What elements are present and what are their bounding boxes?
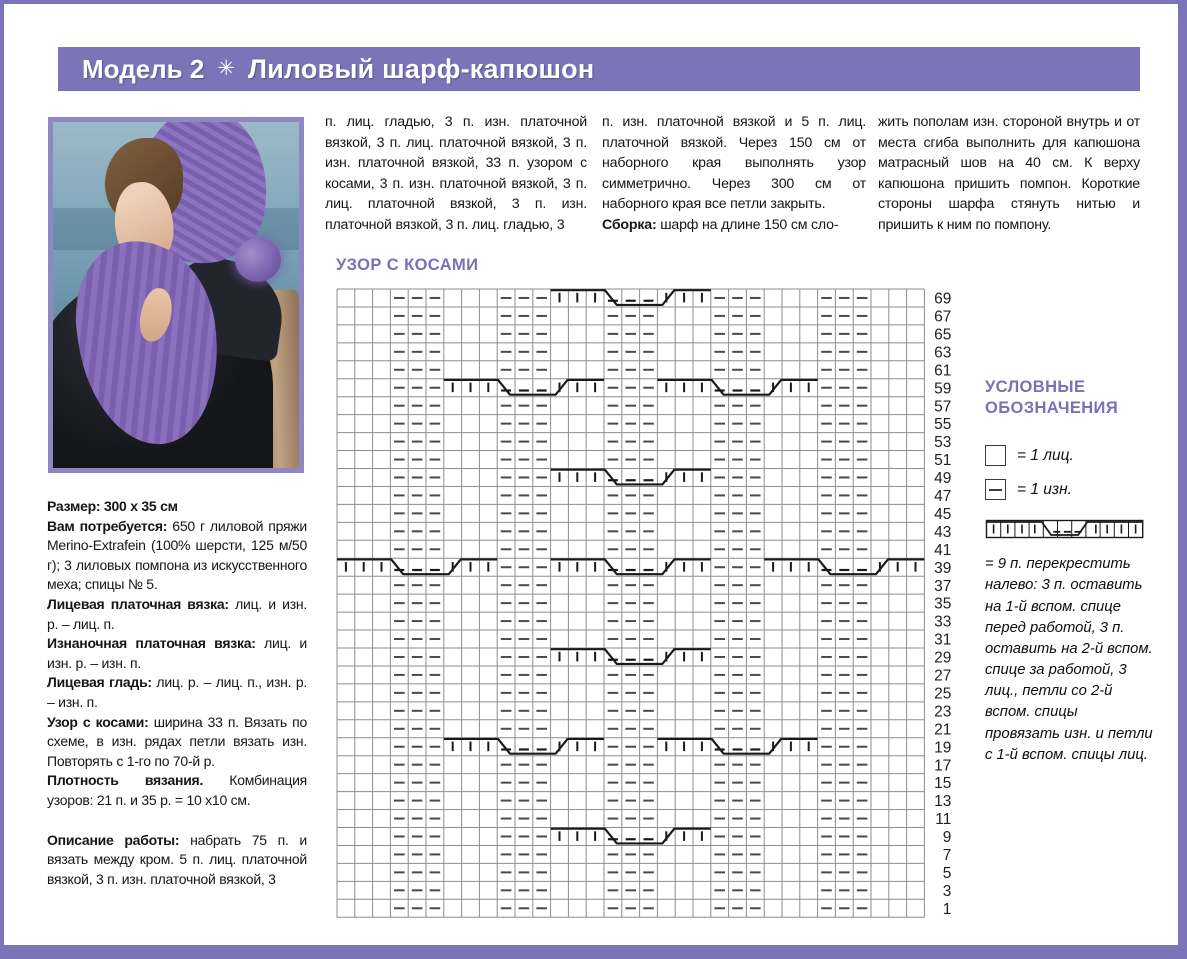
instructions-column-4 [878, 112, 1140, 236]
row-number: 17 [934, 757, 952, 775]
paragraph-text: ширина 33 п. Вязать по схеме, в изн. рядах петли вязать изн. Повторять с 1-го по 70-й р. [47, 713, 307, 769]
legend-item-knit [985, 445, 1155, 466]
page-frame-right [1178, 0, 1187, 959]
row-number: 47 [934, 488, 952, 506]
legend [985, 377, 1155, 766]
row-number: 11 [935, 811, 952, 829]
row-number: 35 [934, 595, 952, 613]
pompom-shape [235, 238, 281, 282]
legend-title-line1: УСЛОВНЫЕ [985, 378, 1086, 396]
paragraph-text: лиц. и изн. р. – изн. п. [47, 635, 308, 671]
legend-cable-note: = 9 п. перекрестить налево: 3 п. оставить на 1-й вспом. спице перед работой, 3 п. оставить на 2-й вспом. спице за работой, 3 лиц., петли со 2-й вспом. спицы провязать изн. и петли с 1-й вспом. спицы лиц. [985, 556, 1153, 763]
chart-title: УЗОР С КОСАМИ [336, 256, 479, 274]
paragraph-text: п. лиц. гладью, 3 п. изн. платочной вязкой, 3 п. лиц. платочной вязкой, 3 п. изн. платочной вязкой, 33 п. узором с косами, 3 п. изн. платочной вязкой, 3 п. лиц. платочной вязкой, 3 п. изн. платочной вязкой, 3 п. лиц. гладью, 3 [325, 114, 587, 233]
row-number: 3 [942, 882, 952, 900]
row-number: 59 [934, 380, 952, 398]
row-number: 55 [934, 416, 952, 434]
row-number: 31 [934, 631, 952, 649]
paragraph-lead: Размер: 300 x 35 см [47, 498, 178, 514]
row-number: 57 [934, 398, 952, 416]
asterisk-icon: ✳ [217, 56, 235, 80]
knit-stitch-symbol [985, 445, 1006, 466]
legend-title-line2: ОБОЗНАЧЕНИЯ [985, 398, 1119, 417]
row-number: 41 [934, 541, 952, 559]
row-number: 27 [934, 667, 952, 685]
row-number: 65 [934, 326, 952, 344]
instruction-paragraph [602, 112, 866, 215]
paragraph-text: шарф на длине 150 см сло- [656, 216, 839, 233]
paragraph-lead: Плотность вязания. [47, 772, 204, 789]
purl-stitch-symbol [985, 479, 1006, 500]
row-number: 23 [934, 703, 952, 721]
knitting-chart-container [336, 288, 988, 925]
row-number: 33 [934, 613, 952, 631]
instructions-column-1 [47, 497, 307, 889]
paragraph-lead: Сборка: [602, 216, 657, 233]
page-title: Лиловый шарф-капюшон [247, 53, 595, 84]
instructions-column-3 [602, 112, 866, 236]
instruction-paragraph [47, 771, 307, 810]
page-frame-bottom [0, 945, 1187, 959]
row-number: 15 [934, 775, 952, 793]
paragraph-text: лиц. и изн. р. – лиц. п. [47, 595, 307, 632]
instruction-paragraph [47, 831, 307, 890]
instruction-paragraph [47, 634, 307, 673]
row-number: 7 [942, 847, 952, 865]
paragraph-text: Комбинация узоров: 21 п. и 35 р. = 10 x10 см. [47, 772, 307, 808]
model-label: Модель 2 [82, 53, 205, 84]
instruction-paragraph [47, 517, 307, 595]
model-photo [48, 117, 304, 473]
page-frame-top [0, 0, 1187, 4]
page-frame-left [0, 0, 4, 959]
instruction-paragraph [325, 112, 587, 236]
paragraph-text: п. изн. платочной вязкой и 5 п. лиц. платочной вязкой. Через 150 см от наборного края выполнять узор симметрично. Через 300 см от наборного края все петли закрыть. [602, 114, 866, 213]
legend-knit-label: = 1 лиц. [1017, 446, 1074, 464]
header-bar [58, 47, 1140, 91]
instruction-paragraph [47, 497, 307, 517]
row-number: 1 [942, 900, 952, 918]
row-number: 43 [934, 523, 952, 541]
instructions-column-2 [325, 112, 587, 236]
instruction-paragraph [602, 215, 866, 236]
legend-purl-label: = 1 изн. [1017, 480, 1072, 498]
row-number: 53 [934, 434, 952, 452]
paragraph-lead: Описание работы: [47, 831, 180, 848]
row-number: 19 [934, 739, 952, 757]
instruction-paragraph [47, 673, 307, 712]
paragraph-lead: Лицевая гладь: [47, 674, 152, 691]
cable-symbol [985, 519, 1145, 540]
row-number: 69 [934, 290, 952, 308]
instruction-paragraph [47, 595, 307, 634]
instruction-paragraph [47, 713, 307, 772]
paragraph-text: жить пополам изн. стороной внутрь и от места сгиба выполнить для капюшона матрасный шов на 40 см. К верху капюшона пришить помпон. Короткие стороны шарфа стянуть нитью и пришить к ним по помпону. [878, 114, 1140, 233]
row-number: 39 [934, 559, 952, 577]
legend-title [985, 377, 1155, 418]
paragraph-lead: Вам потребуется: [47, 517, 168, 534]
row-number: 45 [934, 505, 952, 523]
paragraph-text: набрать 75 п. и вязать между кром. 5 п. лиц. платочной вязкой, 3 п. изн. платочной вязкой, 3 [47, 831, 307, 887]
paragraph-lead: Узор с косами: [47, 713, 149, 730]
instruction-paragraph [878, 112, 1140, 236]
row-number: 61 [934, 362, 952, 380]
row-number: 29 [934, 649, 952, 667]
row-number: 49 [934, 470, 952, 488]
row-number: 51 [934, 452, 952, 470]
row-number: 25 [934, 685, 952, 703]
paragraph-text: 650 г лиловой пряжи Merino-Extrafein (100% шерсти, 125 м/50 г); 3 лиловых помпона из искусственного меха; спицы № 5. [47, 517, 307, 593]
row-number: 67 [934, 308, 952, 326]
row-number: 37 [934, 577, 952, 595]
row-number: 21 [934, 721, 952, 739]
row-number: 9 [942, 829, 952, 847]
paragraph-lead: Изнаночная платочная вязка: [47, 635, 256, 652]
row-number: 5 [942, 864, 952, 882]
legend-item-purl [985, 479, 1155, 500]
row-number: 13 [934, 793, 952, 811]
row-number: 63 [934, 344, 952, 362]
paragraph-lead: Лицевая платочная вязка: [47, 595, 229, 612]
paragraph-text: лиц. р. – лиц. п., изн. р. – изн. п. [47, 674, 307, 710]
knitting-chart [336, 288, 988, 920]
